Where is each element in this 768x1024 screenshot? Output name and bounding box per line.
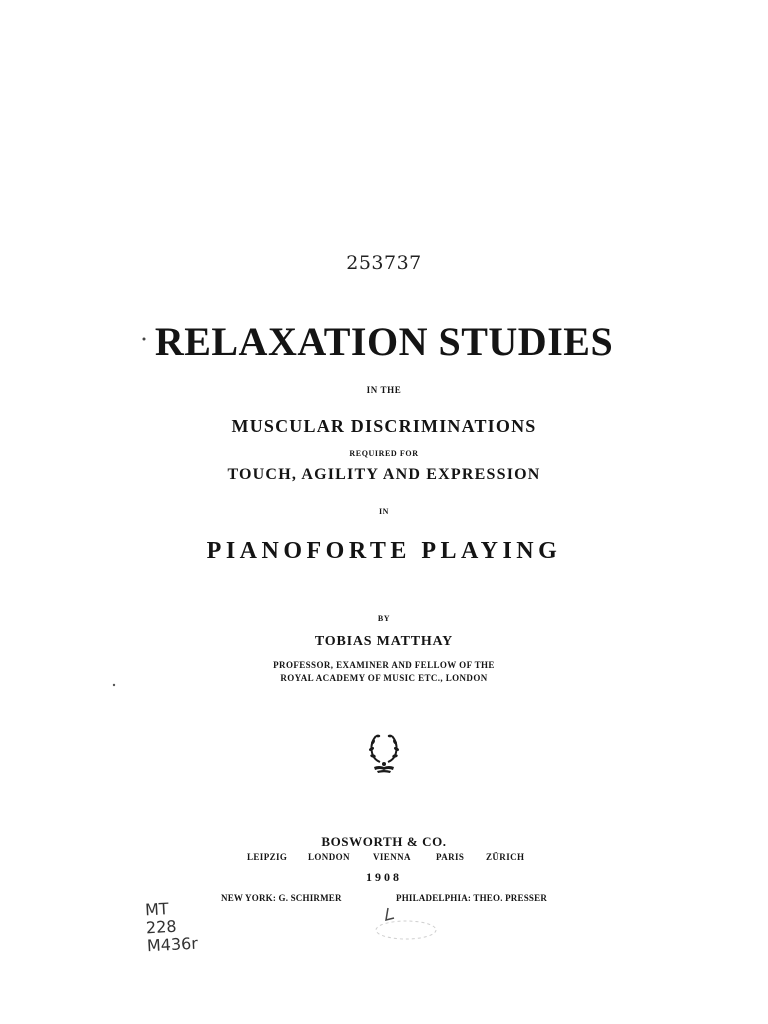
subtitle-in-the: IN THE bbox=[366, 385, 402, 395]
city-paris: PARIS bbox=[436, 852, 465, 862]
subtitle-in: IN bbox=[378, 507, 390, 516]
call-number-line-1: MT bbox=[144, 899, 170, 920]
speck-mark bbox=[140, 335, 148, 343]
credential-line-1: PROFESSOR, EXAMINER AND FELLOW OF THE bbox=[273, 660, 495, 670]
subtitle-pianoforte: PIANOFORTE PLAYING bbox=[206, 538, 562, 564]
call-number-line-3: M436r bbox=[146, 933, 199, 956]
philadelphia-agent: PHILADELPHIA: THEO. PRESSER bbox=[396, 893, 548, 903]
subtitle-required-for: REQUIRED FOR bbox=[349, 449, 419, 458]
author-name: TOBIAS MATTHAY bbox=[314, 634, 454, 649]
library-stamp-mark bbox=[366, 898, 446, 944]
book-title: RELAXATION STUDIES bbox=[154, 319, 614, 364]
subtitle-touch: TOUCH, AGILITY AND EXPRESSION bbox=[227, 466, 541, 483]
publication-year: 1908 bbox=[366, 870, 402, 884]
accession-number: 253737 bbox=[346, 252, 422, 274]
new-york-agent: NEW YORK: G. SCHIRMER bbox=[221, 893, 342, 903]
publisher-name: BOSWORTH & CO. bbox=[321, 834, 447, 849]
library-call-number bbox=[145, 899, 199, 956]
city-vienna: VIENNA bbox=[373, 852, 411, 862]
laurel-wreath-icon bbox=[366, 730, 402, 774]
subtitle-muscular: MUSCULAR DISCRIMINATIONS bbox=[231, 416, 537, 436]
call-number-line-2: 228 bbox=[145, 916, 178, 938]
speck-mark bbox=[111, 682, 117, 688]
byline-by: BY bbox=[377, 614, 391, 623]
city-zurich: ZÜRICH bbox=[486, 852, 525, 862]
city-london: LONDON bbox=[308, 852, 350, 862]
publisher-cities bbox=[0, 852, 768, 866]
city-leipzig: LEIPZIG bbox=[247, 852, 288, 862]
credential-line-2: ROYAL ACADEMY OF MUSIC ETC., LONDON bbox=[280, 673, 488, 683]
